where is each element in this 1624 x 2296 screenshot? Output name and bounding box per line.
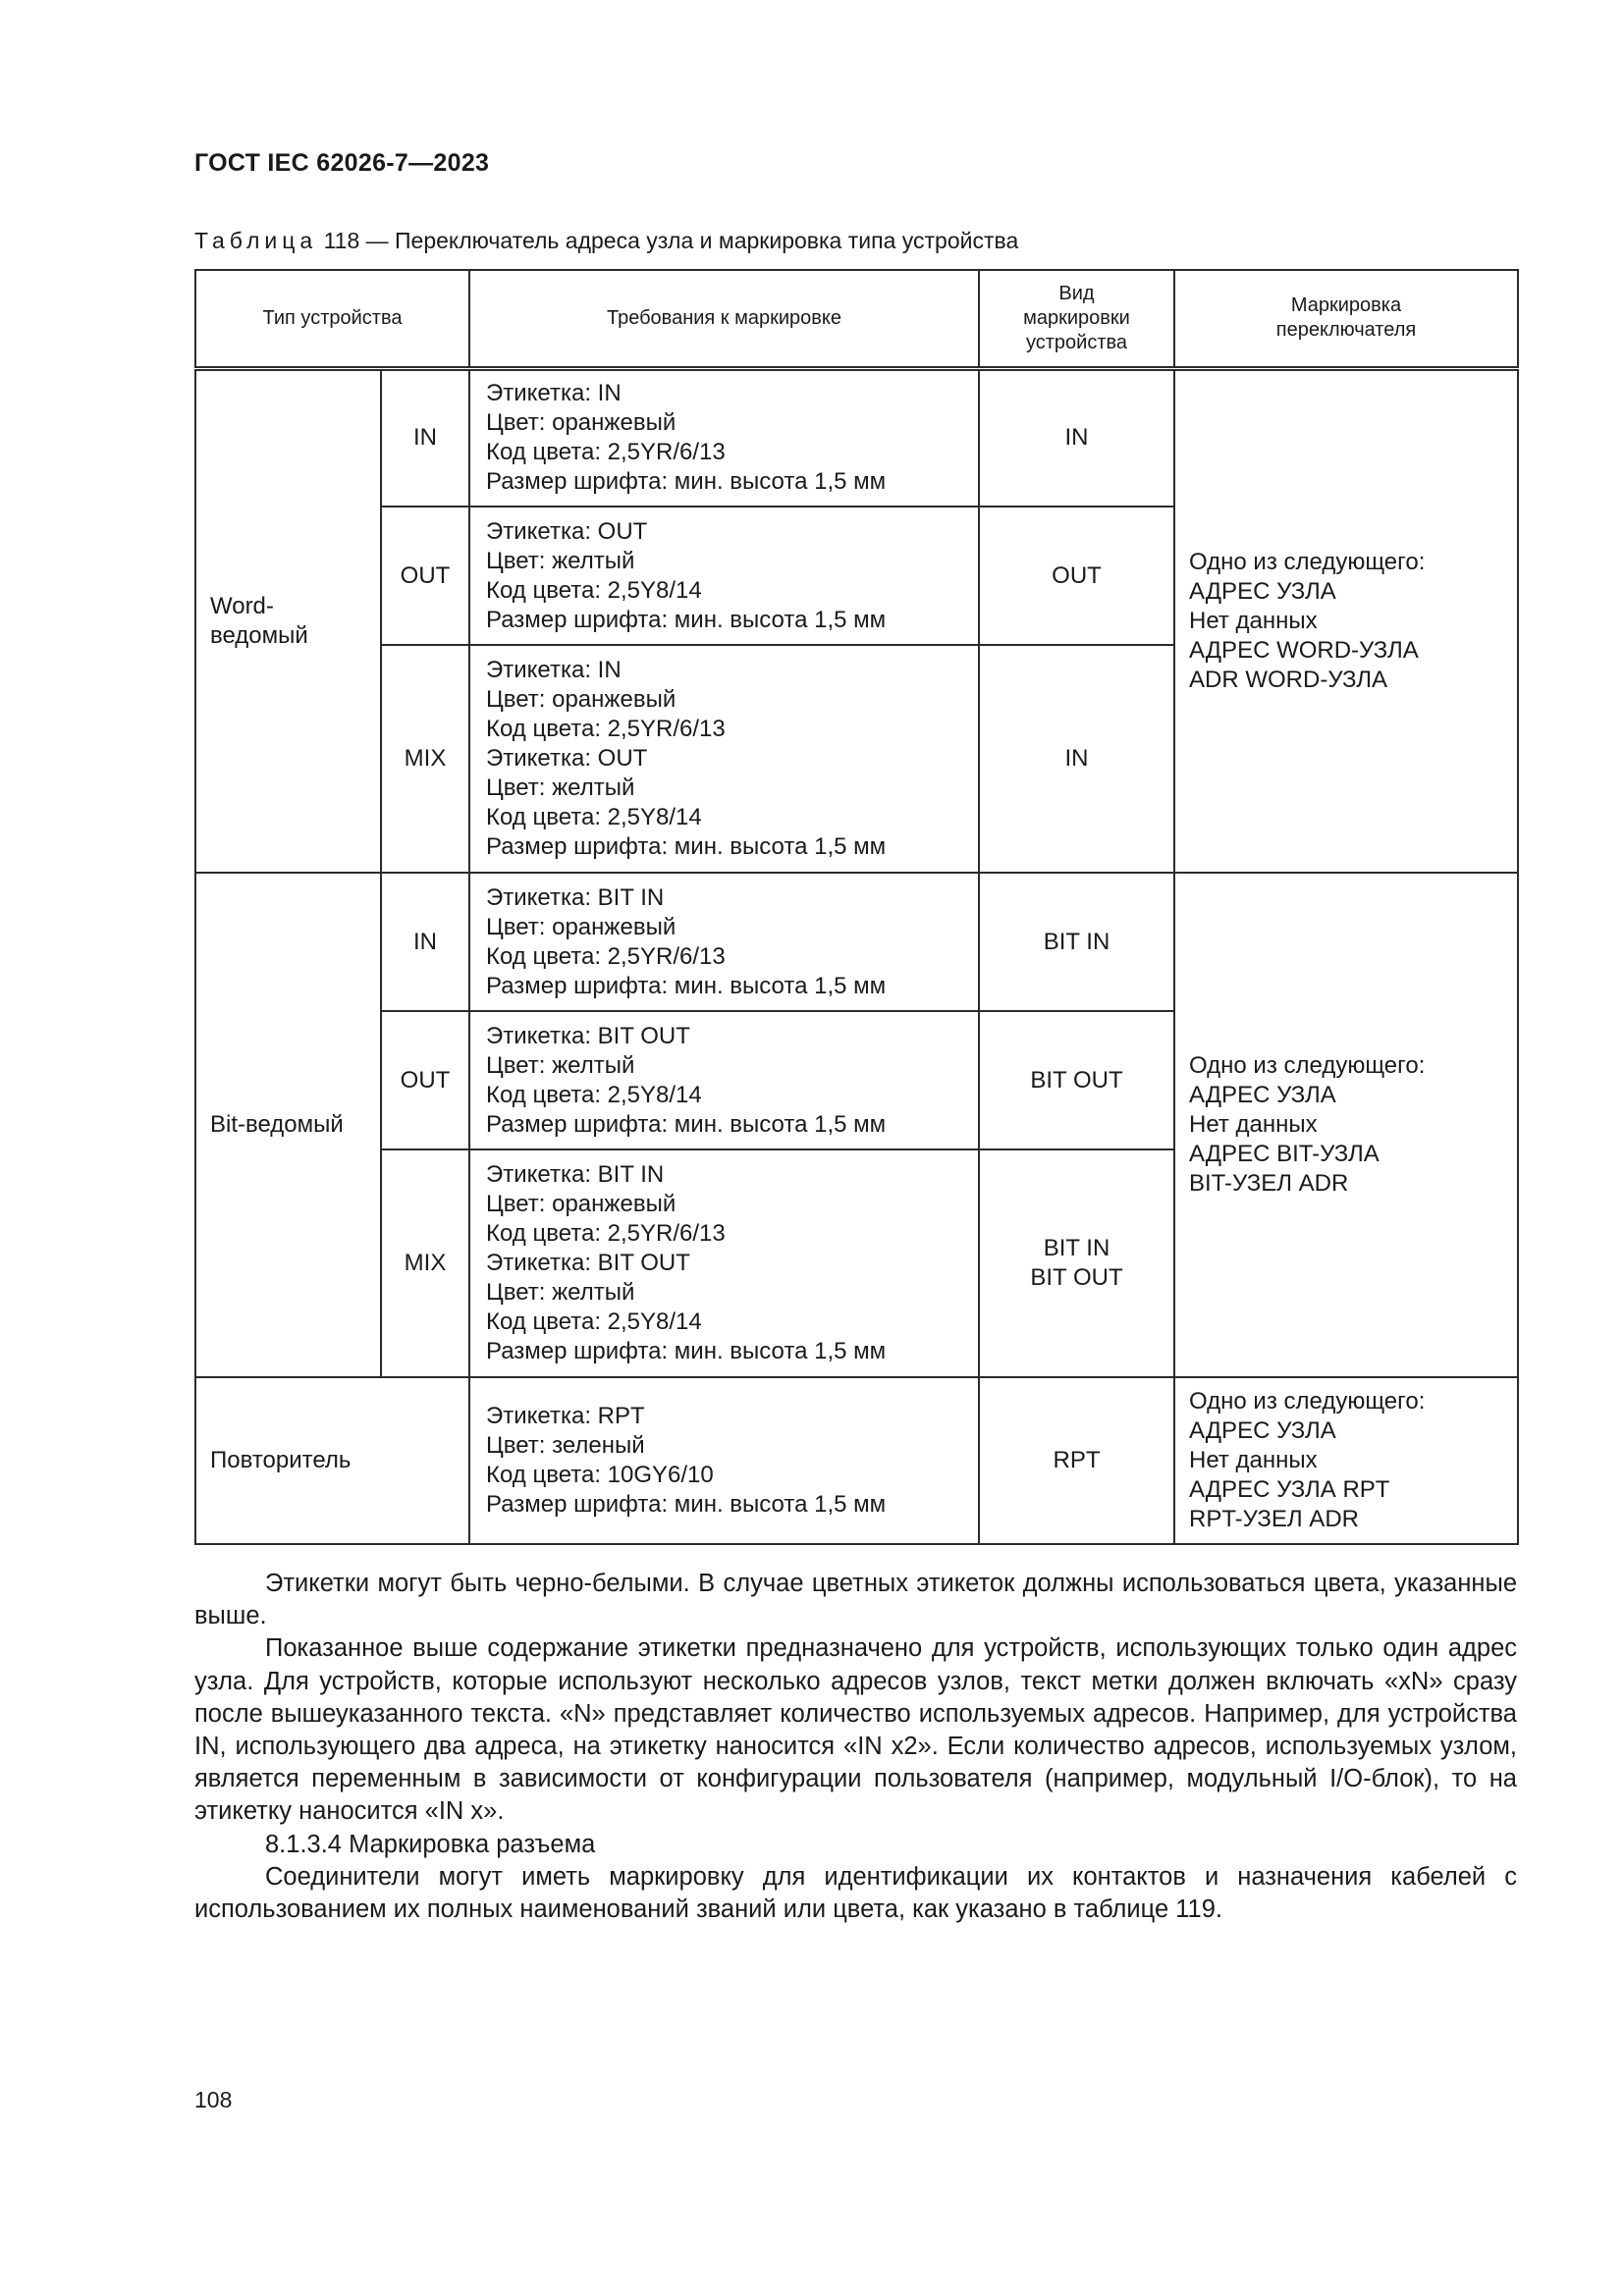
mark-kind-cell [979, 1149, 1174, 1377]
requirement-line: Код цвета: 2,5Y8/14 [486, 1081, 702, 1108]
mark-kind-cell [979, 645, 1174, 873]
switch-mark-line: АДРЕС УЗЛА RPT [1189, 1476, 1390, 1503]
requirement-line: Размер шрифта: мин. высота 1,5 мм [486, 1110, 887, 1138]
marking-table [194, 269, 1519, 1545]
switch-mark-line: АДРЕС УЗЛА [1189, 1082, 1336, 1108]
header-mark-kind-line: маркировки [1023, 306, 1130, 329]
switch-mark-line: Нет данных [1189, 1111, 1318, 1138]
requirement-line: Размер шрифта: мин. высота 1,5 мм [486, 606, 887, 633]
device-code-cell: MIX [381, 1149, 469, 1377]
requirement-line: Цвет: желтый [486, 547, 635, 574]
switch-mark-cell [1174, 1377, 1518, 1544]
device-type-cell: Повторитель [195, 1377, 469, 1544]
requirements-cell [469, 368, 979, 507]
requirement-line: Этикетка: BIT IN [486, 1161, 665, 1188]
device-code-cell: MIX [381, 645, 469, 873]
mark-kind-cell [979, 873, 1174, 1011]
requirement-line: Цвет: желтый [486, 1051, 635, 1079]
mark-kind-cell: RPT [979, 1377, 1174, 1544]
switch-mark-line: Нет данных [1189, 1447, 1318, 1473]
table-row [195, 368, 1518, 507]
switch-mark-line: Одно из следующего: [1189, 548, 1426, 575]
mark-kind-line: OUT [1052, 561, 1102, 589]
requirement-line: Цвет: зеленый [486, 1432, 645, 1459]
switch-mark-cell [1174, 873, 1518, 1377]
table-caption-label: Таблица [194, 228, 318, 253]
body-text [194, 1568, 1517, 1926]
requirement-line: Код цвета: 2,5Y8/14 [486, 1308, 702, 1335]
marking-table-wrap [194, 269, 1517, 1545]
requirement-line: Этикетка: OUT [486, 517, 648, 545]
requirement-line: Цвет: оранжевый [486, 1191, 677, 1217]
table-row [195, 873, 1518, 1011]
header-mark-kind-line: устройства [1025, 331, 1128, 353]
body-paragraph: Этикетки могут быть черно-белыми. В случае цветных этикеток должны использоваться цвета, указанные выше. [194, 1570, 1517, 1630]
requirement-line: Код цвета: 10GY6/10 [486, 1462, 714, 1488]
body-paragraph: Показанное выше содержание этикетки предназначено для устройств, использующих только один адрес узла. Для устройств, которые используют несколько адресов узлов, текст метки должен включать «xN» сразу после вышеуказанного текста. «N» представляет количество используемых адресов. Например, для устройства IN, использующего два адреса, на этикетку наносится «IN x2». Если количество адресов, используемых узлом, является переменным в зависимости от конфигурации пользователя (например, модульный I/O-блок), то на этикетку наносится «IN x». [194, 1634, 1517, 1826]
switch-mark-cell [1174, 368, 1518, 873]
mark-kind-line: BIT IN [1043, 1235, 1110, 1261]
requirement-line: Цвет: оранжевый [486, 409, 677, 437]
requirement-line: Код цвета: 2,5YR/6/13 [486, 716, 726, 742]
mark-kind-line: BIT OUT [1030, 1066, 1123, 1094]
switch-mark-line: Одно из следующего: [1189, 1052, 1426, 1079]
requirement-line: Код цвета: 2,5YR/6/13 [486, 1220, 726, 1247]
device-code-cell: OUT [381, 507, 469, 645]
requirement-line: Код цвета: 2,5YR/6/13 [486, 942, 726, 970]
switch-mark-line: ADR WORD-УЗЛА [1189, 666, 1388, 693]
requirement-line: Этикетка: BIT OUT [486, 1250, 690, 1276]
mark-kind-cell [979, 368, 1174, 507]
requirement-line: Цвет: оранжевый [486, 913, 677, 940]
mark-kind-line: IN [1064, 745, 1089, 772]
requirements-cell [469, 1149, 979, 1377]
device-code-cell: IN [381, 873, 469, 1011]
requirement-line: Этикетка: BIT OUT [486, 1022, 690, 1049]
requirements-cell [469, 1011, 979, 1149]
header-requirements: Требования к маркировке [469, 270, 979, 368]
device-type-cell [195, 873, 381, 1377]
header-mark-kind [979, 270, 1174, 368]
requirement-line: Размер шрифта: мин. высота 1,5 мм [486, 1491, 887, 1518]
switch-mark-line: АДРЕС УЗЛА [1189, 577, 1336, 605]
device-code-cell: OUT [381, 1011, 469, 1149]
requirement-line: Этикетка: IN [486, 380, 622, 407]
requirements-cell [469, 507, 979, 645]
device-type-line: ведомый [210, 621, 308, 649]
requirement-line: Этикетка: OUT [486, 745, 648, 772]
mark-kind-cell [979, 507, 1174, 645]
body-paragraph: Соединители могут иметь маркировку для идентификации их контактов и назначения кабелей с использованием их полных наименований званий или цвета, как указано в таблице 119. [194, 1862, 1517, 1924]
switch-mark-line: Одно из следующего: [1189, 1388, 1426, 1415]
table-caption [194, 228, 1018, 254]
requirement-line: Цвет: желтый [486, 774, 635, 801]
header-device-type: Тип устройства [195, 270, 469, 368]
requirement-line: Цвет: желтый [486, 1279, 635, 1306]
requirements-cell [469, 645, 979, 873]
requirement-line: Размер шрифта: мин. высота 1,5 мм [486, 468, 887, 496]
requirement-line: Этикетка: RPT [486, 1403, 645, 1429]
requirement-line: Код цвета: 2,5Y8/14 [486, 804, 702, 830]
requirement-line: Размер шрифта: мин. высота 1,5 мм [486, 833, 887, 860]
mark-kind-line: BIT IN [1043, 928, 1110, 955]
switch-mark-line: Нет данных [1189, 607, 1318, 634]
switch-mark-line: BIT-УЗЕЛ ADR [1189, 1170, 1349, 1197]
mark-kind-line: IN [1064, 424, 1089, 452]
table-header-row [195, 270, 1518, 368]
requirement-line: Цвет: оранжевый [486, 686, 677, 713]
requirement-line: Этикетка: IN [486, 657, 622, 683]
requirements-cell [469, 873, 979, 1011]
header-switch-mark-line: Маркировка [1290, 294, 1402, 317]
switch-mark-line: RPT-УЗЕЛ ADR [1189, 1506, 1359, 1532]
page-number: 108 [194, 2087, 233, 2112]
header-switch-mark [1174, 270, 1518, 368]
device-code-cell: IN [381, 368, 469, 507]
device-type-cell [195, 368, 381, 873]
document-code: ГОСТ IEC 62026-7—2023 [194, 149, 490, 177]
device-type-line: Word- [210, 592, 274, 619]
requirement-line: Код цвета: 2,5YR/6/13 [486, 439, 726, 466]
header-mark-kind-line: Вид [1058, 282, 1095, 304]
switch-mark-line: АДРЕС УЗЛА [1189, 1417, 1336, 1444]
requirement-line: Размер шрифта: мин. высота 1,5 мм [486, 1338, 887, 1364]
mark-kind-cell [979, 1011, 1174, 1149]
table-caption-text: 118 — Переключатель адреса узла и маркировка типа устройства [317, 228, 1019, 253]
mark-kind-line: BIT OUT [1030, 1264, 1123, 1291]
requirements-cell [469, 1377, 979, 1544]
switch-mark-line: АДРЕС BIT-УЗЛА [1189, 1141, 1380, 1167]
device-type-line: Bit-ведомый [210, 1111, 344, 1138]
table-row [195, 1377, 1518, 1544]
switch-mark-line: АДРЕС WORD-УЗЛА [1189, 636, 1419, 664]
header-switch-mark-line: переключателя [1275, 319, 1417, 342]
requirement-line: Код цвета: 2,5Y8/14 [486, 576, 702, 604]
requirement-line: Размер шрифта: мин. высота 1,5 мм [486, 972, 887, 999]
section-heading: 8.1.3.4 Маркировка разъема [265, 1830, 596, 1858]
requirement-line: Этикетка: BIT IN [486, 883, 665, 911]
